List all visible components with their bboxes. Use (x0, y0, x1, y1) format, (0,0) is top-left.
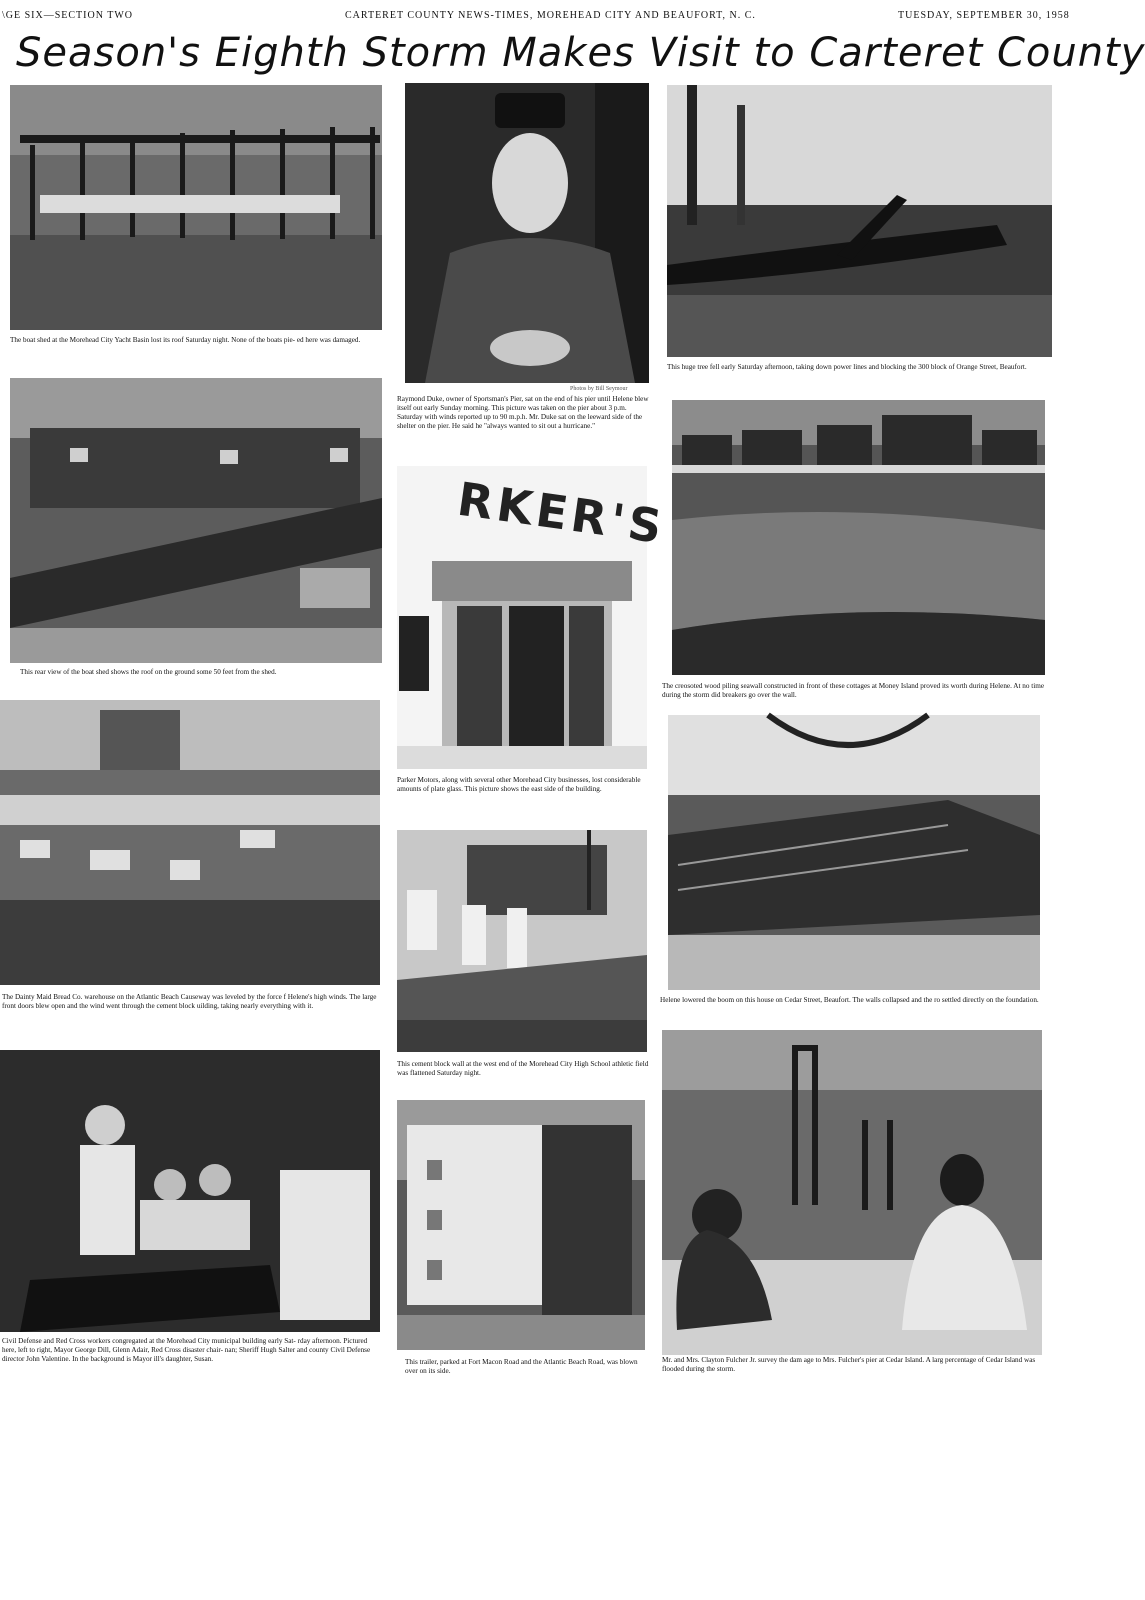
caption-raymond-duke: Raymond Duke, owner of Sportsman's Pier, sat on the end of his pier until Helene blew itself out early Sunday morning. This picture was taken on the pier about 3 p.m. Saturday with winds reported up to 90 m.p.h. Mr. Duke sat on the leeward side of the shelter on the pier. He said he "always wanted to sit out a hurricane." (397, 395, 649, 430)
photo-bread-warehouse (0, 700, 380, 985)
caption-bread-warehouse: The Dainty Maid Bread Co. warehouse on the Atlantic Beach Causeway was leveled by the force f Helene's high winds. The large front doors blew open and the wind went through the cement block uilding, taking nearly everything with it. (2, 993, 377, 1010)
photo-credit: Photos by Bill Seymour (570, 386, 628, 392)
photo-fallen-tree (667, 85, 1052, 357)
photo-seawall-cottages (672, 400, 1045, 675)
newspaper-masthead-line: CARTERET COUNTY NEWS-TIMES, MOREHEAD CITY AND BEAUFORT, N. C. (345, 10, 756, 21)
photo-cedar-street-house (668, 715, 1040, 990)
photo-civil-defense-workers (0, 1050, 380, 1332)
photo-boat-shed-rear (10, 378, 382, 663)
caption-civil-defense-workers: Civil Defense and Red Cross workers congregated at the Morehead City municipal building early Sat- rday afternoon. Pictured here, left to right, Mayor George Dill, Glenn Adair, Red Cross disaster chair- nan; Sheriff Hugh Salter and county Civil Defense director John Valentine. In the background is Mayor ill's daughter, Susan. (2, 1337, 371, 1363)
caption-trailer: This trailer, parked at Fort Macon Road and the Atlantic Beach Road, was blown over on its side. (405, 1358, 638, 1375)
photo-trailer (397, 1100, 645, 1350)
photo-cedar-island-pier (662, 1030, 1042, 1355)
photo-parker-motors (397, 466, 669, 769)
caption-seawall-cottages: The creosoted wood piling seawall constructed in front of these cottages at Money Island proved its worth during Helene. At no time during the storm did breakers go over the wall. (662, 682, 1045, 699)
caption-boat-shed-rear: This rear view of the boat shed shows the roof on the ground some 50 feet from the shed. (20, 668, 277, 676)
page-section-label: \GE SIX—SECTION TWO (2, 10, 134, 21)
caption-boat-shed-roof: The boat shed at the Morehead City Yacht Basin lost its roof Saturday night. None of the boats pie- ed here was damaged. (10, 336, 361, 344)
photo-school-wall (397, 830, 647, 1052)
photo-raymond-duke (405, 83, 649, 383)
photo-boat-shed-roof (10, 85, 382, 330)
page-headline: Season's Eighth Storm Makes Visit to Carteret County (16, 30, 1145, 76)
caption-parker-motors: Parker Motors, along with several other Morehead City businesses, lost considerable amounts of plate glass. This picture shows the east side of the building. (397, 776, 641, 793)
caption-cedar-street-house: Helene lowered the boom on this house on Cedar Street, Beaufort. The walls collapsed and the ro settled directly on the foundation. (660, 996, 1039, 1004)
caption-fallen-tree: This huge tree fell early Saturday afternoon, taking down power lines and blocking the 300 block of Orange Street, Beaufort. (667, 363, 1027, 371)
caption-school-wall: This cement block wall at the west end of the Morehead City High School athletic field was flattened Saturday night. (397, 1060, 649, 1077)
caption-cedar-island-pier: Mr. and Mrs. Clayton Fulcher Jr. survey the dam age to Mrs. Fulcher's pier at Cedar Island. A larg percentage of Cedar Island was flooded during the storm. (662, 1356, 1036, 1373)
issue-date: TUESDAY, SEPTEMBER 30, 1958 (898, 10, 1070, 21)
parker-sign-text: RKER'S (454, 471, 669, 555)
